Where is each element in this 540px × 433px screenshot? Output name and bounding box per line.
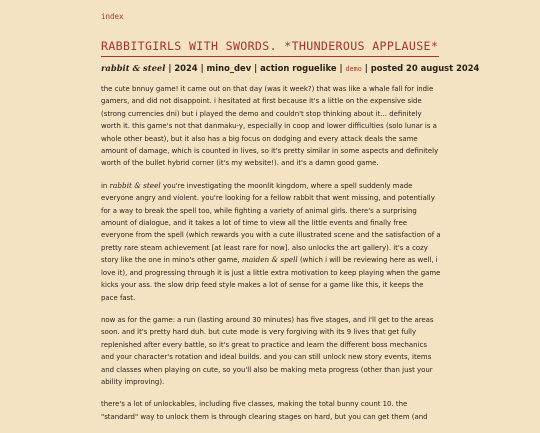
paragraph-intro: the cute bnnuy game! it came out on that day (was it week?) that was like a whale fall for indie gamers, and did not disappoint. i hesitated at first because it's a little on the expensive side (strong currencies dni) but i played the demo and couldn't stop thinking about it... definitely worth it. this game's not that danmaku-y, especially in coop and lower difficulties (solo lunar is a whole other beast), but it also has a big focus on dodging and every attack deals the same amount of damage, which is counted in lives, so it's pretty similar in some aspects and definitely worth of the bullet hybrid corner (it's my website!). and it's a damn good game.: [101, 85, 439, 168]
meta-tag-demo[interactable]: demo: [345, 65, 362, 73]
paragraph-story: [101, 180, 441, 304]
meta-separator: |: [364, 63, 368, 73]
story-game-title: rabbit & steel: [109, 180, 161, 190]
story-text-c: (which i will be reviewing here as well, i love it), and progressing through it is just a little extra motivation to keep playing when the game kicks your ass. the slow drip feed style makes a lot of sense for a game like this, it keeps the pace fast.: [101, 256, 441, 302]
post-meta: [101, 63, 480, 73]
post-content: [101, 83, 441, 433]
story-other-game-title: maiden & spell: [241, 255, 298, 265]
meta-separator: |: [200, 63, 204, 73]
post-title: RABBITGIRLS WITH SWORDS. *THUNDEROUS APPLAUSE*: [101, 39, 439, 57]
meta-genre: action roguelike: [260, 63, 337, 73]
meta-separator: |: [254, 63, 258, 73]
meta-separator: |: [339, 63, 343, 73]
meta-game-title: rabbit & steel: [101, 63, 166, 73]
index-link[interactable]: index: [101, 12, 124, 21]
meta-developer: mino_dev: [206, 63, 252, 73]
paragraph-unlockables: there's a lot of unlockables, including five classes, making the total bunny count 10. the "standard" way to unlock them is through clearing stages on hard, but you can get them (and: [101, 400, 428, 421]
meta-separator: |: [168, 63, 172, 73]
meta-posted-date: posted 20 august 2024: [370, 63, 480, 73]
story-text-b: you're investigating the moonlit kingdom, where a spell suddenly made everyone angry and violent. you're looking for a fellow rabbit that went missing, and potentially for a way to break the spell too, while fighting a variety of animal girls. there's a surprising amount of dialogue, and it takes a lot of time to view all the little events and finally free everyone from the spell (which rewards you with a cute illustrated scene and the satisfaction of a pretty rare steam achievement [at least rare for now]. also unlocks the art gallery). it's a cozy story like the one in mino's other game,: [101, 181, 441, 265]
meta-year: 2024: [174, 63, 198, 73]
story-text-a: in: [101, 181, 110, 190]
paragraph-gameplay: now as for the game: a run (lasting around 30 minutes) has five stages, and i'll get to the areas soon. and it's pretty hard duh. but cute mode is very forgiving with its 9 lives that get fully replenished after every battle, so it's great to practice and learn the different boss mechanics and your character's rotation and ideal builds. and you can still unlock new story events, items and classes when playing on cute, so you'll also be making meta progress (other than just your ability improving).: [101, 315, 434, 386]
